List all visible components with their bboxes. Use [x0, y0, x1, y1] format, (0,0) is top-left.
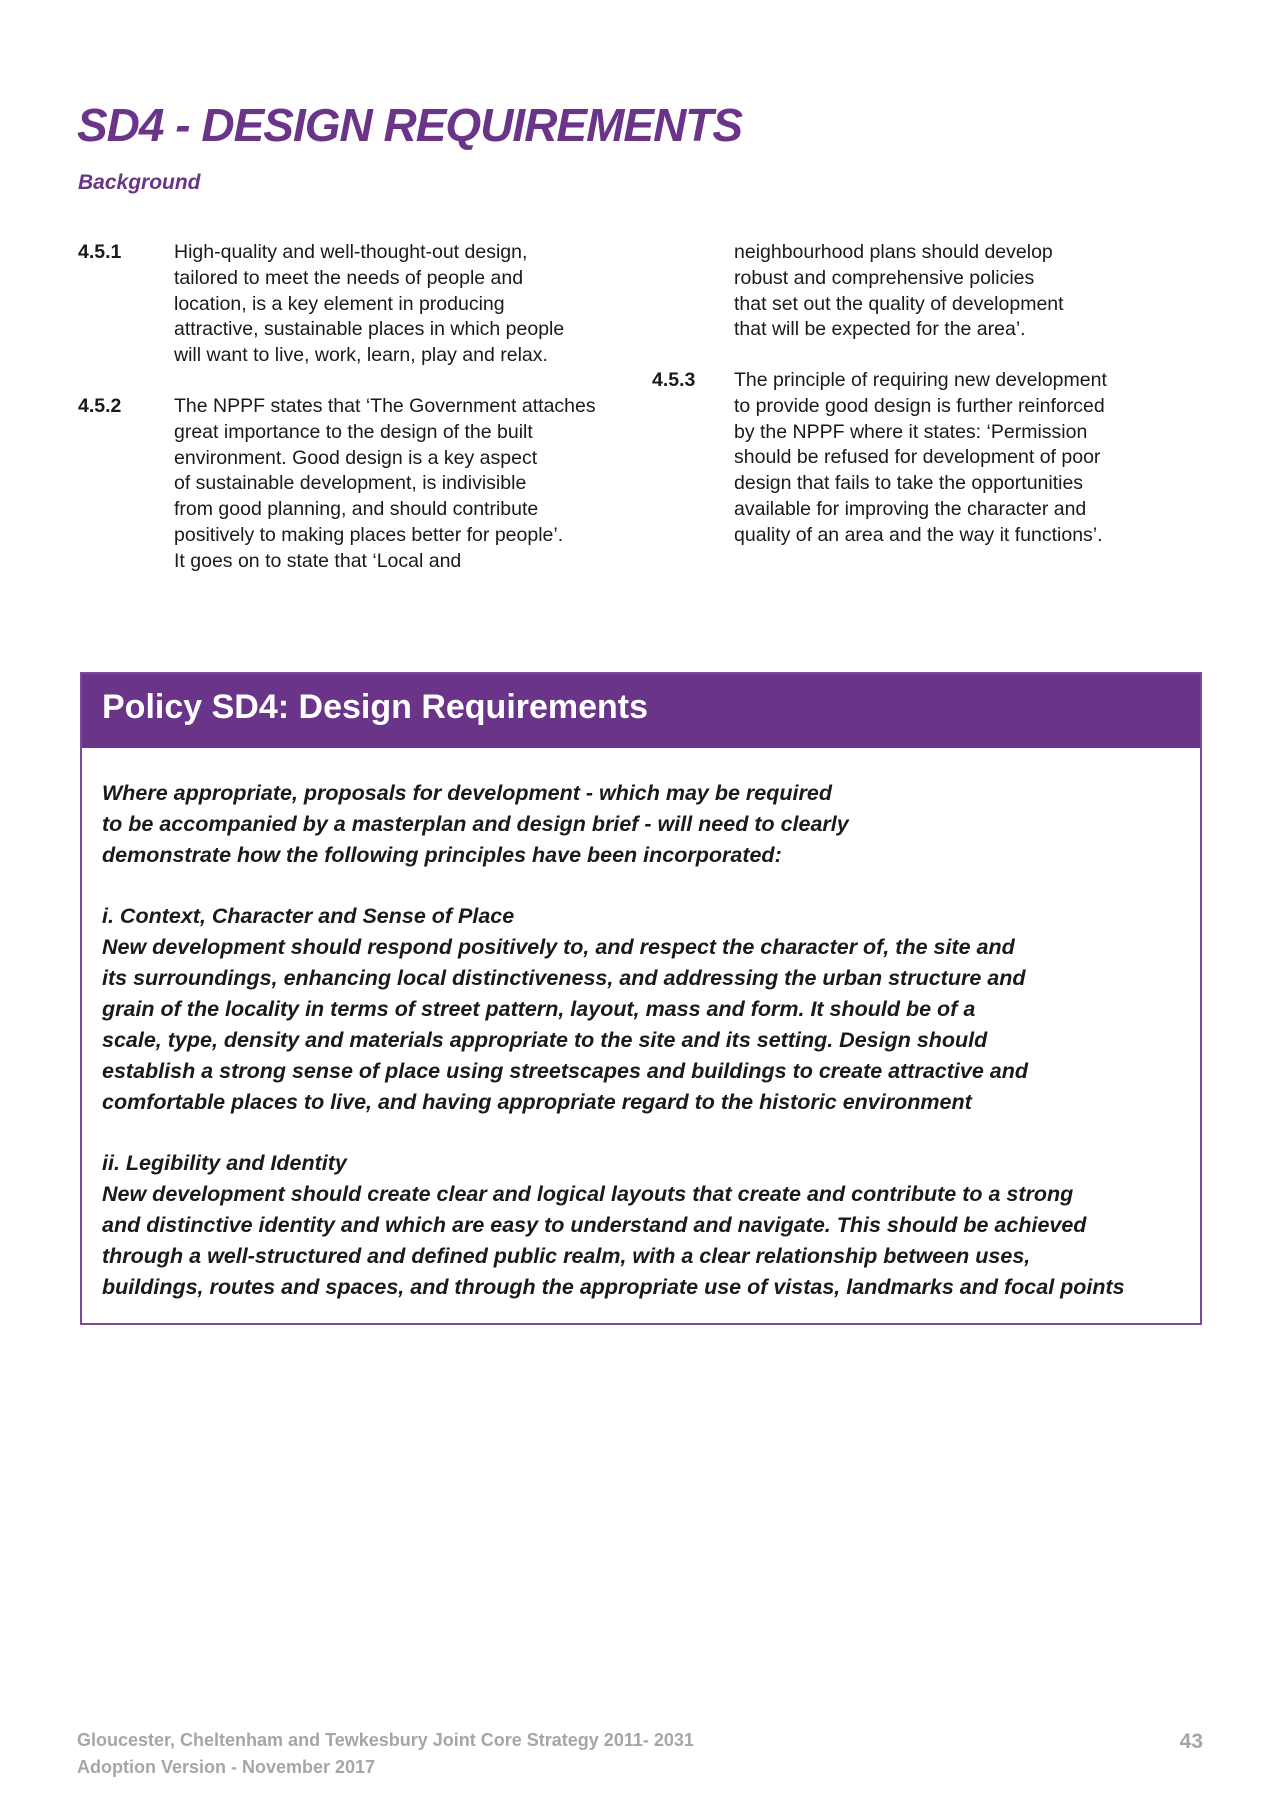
policy-box: [80, 672, 1202, 1325]
paragraph-4-5-3: [734, 368, 1204, 549]
paragraph-number: 4.5.3: [652, 369, 696, 391]
policy-section-text: [102, 1179, 1125, 1303]
text-line: tailored to meet the needs of people and: [174, 266, 524, 289]
policy-section-heading: ii. Legibility and Identity: [102, 1151, 347, 1175]
text-line: of sustainable development, is indivisible: [174, 472, 527, 495]
text-line: positively to making places better for people’.: [174, 523, 564, 546]
paragraph-4-5-1: [174, 240, 644, 369]
paragraph-number: 4.5.2: [78, 395, 122, 417]
text-line: It goes on to state that ‘Local and: [174, 549, 462, 572]
policy-body: [102, 778, 1125, 1303]
policy-intro: [102, 778, 1125, 871]
text-line: establish a strong sense of place using streetscapes and buildings to create attractive and: [102, 1059, 1028, 1083]
text-line: through a well-structured and defined public realm, with a clear relationship between uses,: [102, 1244, 1031, 1268]
text-line: robust and comprehensive policies: [734, 266, 1035, 289]
text-line: neighbourhood plans should develop: [734, 241, 1053, 263]
text-line: New development should create clear and logical layouts that create and contribute to a strong: [102, 1182, 1074, 1206]
text-line: that will be expected for the area’.: [734, 318, 1026, 341]
policy-section-heading: i. Context, Character and Sense of Place: [102, 904, 515, 928]
text-line: quality of an area and the way it functions’.: [734, 523, 1103, 546]
text-line: Where appropriate, proposals for development - which may be required: [102, 781, 832, 805]
footer-document-title: Gloucester, Cheltenham and Tewkesbury Joint Core Strategy 2011- 2031: [77, 1730, 694, 1750]
page-number: 43: [1179, 1730, 1203, 1753]
text-line: demonstrate how the following principles have been incorporated:: [102, 843, 782, 867]
policy-header: [82, 674, 1200, 748]
paragraph-4-5-2-continued: [734, 240, 1204, 343]
policy-section-text: [102, 932, 1125, 1118]
page-title: SD4 - DESIGN REQUIREMENTS: [77, 99, 743, 151]
text-line: its surroundings, enhancing local distinctiveness, and addressing the urban structure and: [102, 966, 1026, 990]
text-line: to be accompanied by a masterplan and design brief - will need to clearly: [102, 812, 849, 836]
text-line: location, is a key element in producing: [174, 292, 505, 315]
footer-version: Adoption Version - November 2017: [77, 1757, 376, 1777]
text-line: design that fails to take the opportunities: [734, 472, 1084, 495]
paragraph-4-5-2: [174, 394, 644, 575]
text-line: to provide good design is further reinforced: [734, 394, 1105, 417]
section-subtitle: Background: [78, 171, 201, 194]
text-line: attractive, sustainable places in which people: [174, 318, 565, 341]
policy-title: Policy SD4: Design Requirements: [102, 688, 649, 726]
paragraph-number: 4.5.1: [78, 241, 122, 263]
text-line: buildings, routes and spaces, and through the appropriate use of vistas, landmarks and focal points: [102, 1275, 1125, 1299]
text-line: from good planning, and should contribute: [174, 498, 539, 521]
text-line: should be refused for development of poor: [734, 446, 1101, 469]
text-line: High-quality and well-thought-out design,: [174, 241, 528, 263]
text-line: grain of the locality in terms of street pattern, layout, mass and form. It should be of a: [102, 997, 976, 1021]
text-line: environment. Good design is a key aspect: [174, 446, 538, 469]
text-line: available for improving the character and: [734, 497, 1087, 520]
text-line: The principle of requiring new development: [734, 369, 1107, 391]
text-line: scale, type, density and materials appropriate to the site and its setting. Design should: [102, 1028, 988, 1052]
text-line: New development should respond positively to, and respect the character of, the site and: [102, 935, 1015, 959]
text-line: The NPPF states that ‘The Government attaches: [174, 395, 596, 417]
text-line: by the NPPF where it states: ‘Permission: [734, 420, 1088, 443]
text-line: comfortable places to live, and having appropriate regard to the historic environment: [102, 1090, 972, 1114]
text-line: great importance to the design of the built: [174, 420, 533, 443]
text-line: and distinctive identity and which are easy to understand and navigate. This should be achieved: [102, 1213, 1087, 1237]
text-line: will want to live, work, learn, play and relax.: [174, 344, 548, 367]
text-line: that set out the quality of development: [734, 292, 1064, 315]
